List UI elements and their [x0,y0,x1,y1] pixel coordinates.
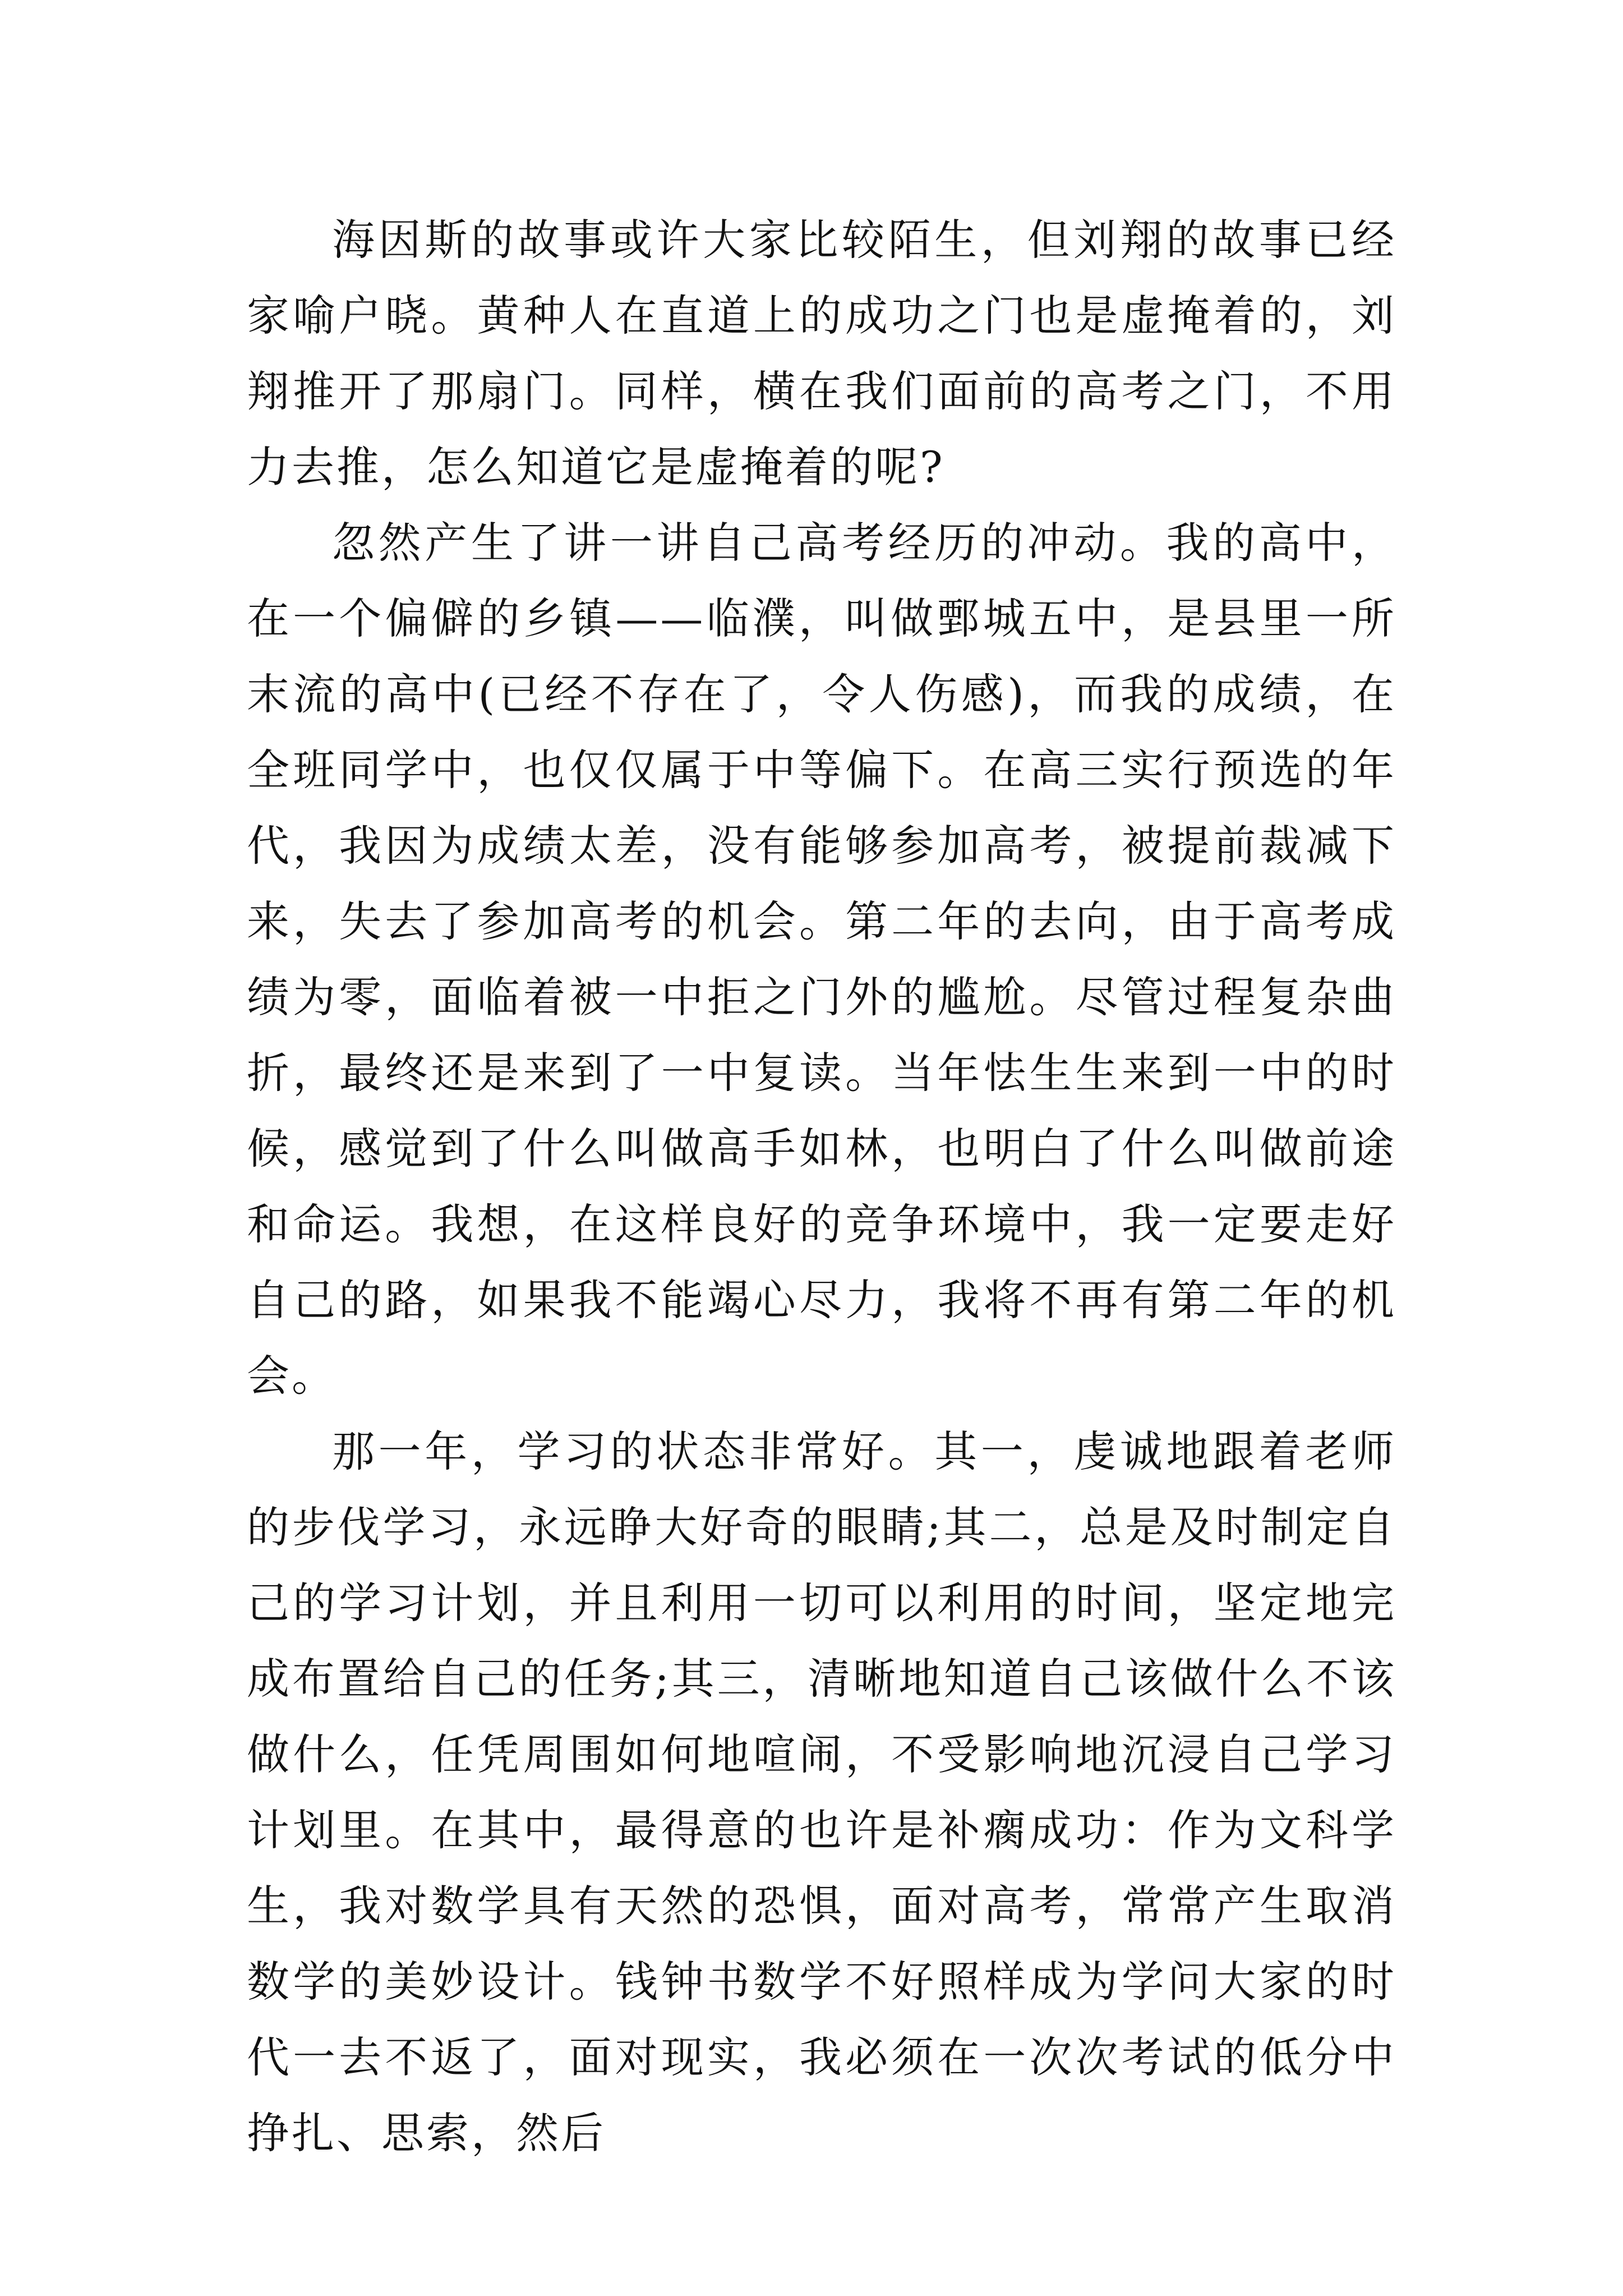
paragraph-2: 忽然产生了讲一讲自己高考经历的冲动。我的高中，在一个偏僻的乡镇——临濮，叫做鄄城五中，是县里一所末流的高中(已经不存在了，令人伤感)，而我的成绩，在全班同学中，也仅仅属于中等偏下。在高三实行预选的年代，我因为成绩太差，没有能够参加高考，被提前裁减下来，失去了参加高考的机会。第二年的去向，由于高考成绩为零，面临着被一中拒之门外的尴尬。尽管过程复杂曲折，最终还是来到了一中复读。当年怯生生来到一中的时候，感觉到了什么叫做高手如林，也明白了什么叫做前途和命运。我想，在这样良好的竞争环境中，我一定要走好自己的路，如果我不能竭心尽力，我将不再有第二年的机会。 [247,518,1396,1401]
paragraph-1: 海因斯的故事或许大家比较陌生，但刘翔的故事已经家喻户晓。黄种人在直道上的成功之门也是虚掩着的，刘翔推开了那扇门。同样，横在我们面前的高考之门，不用力去推，怎么知道它是虚掩着的呢? [247,215,1396,492]
paragraph-3: 那一年，学习的状态非常好。其一，虔诚地跟着老师的步伐学习，永远睁大好奇的眼睛;其二，总是及时制定自己的学习计划，并且利用一切可以利用的时间，坚定地完成布置给自己的任务;其三，清晰地知道自己该做什么不该做什么，任凭周围如何地喧闹，不受影响地沉浸自己学习计划里。在其中，最得意的也许是补瘸成功：作为文科学生，我对数学具有天然的恐惧，面对高考，常常产生取消数学的美妙设计。钱钟书数学不好照样成为学问大家的时代一去不返了，面对现实，我必须在一次次考试的低分中挣扎、思索，然后 [247,1427,1396,2158]
document-body [247,202,1396,2171]
